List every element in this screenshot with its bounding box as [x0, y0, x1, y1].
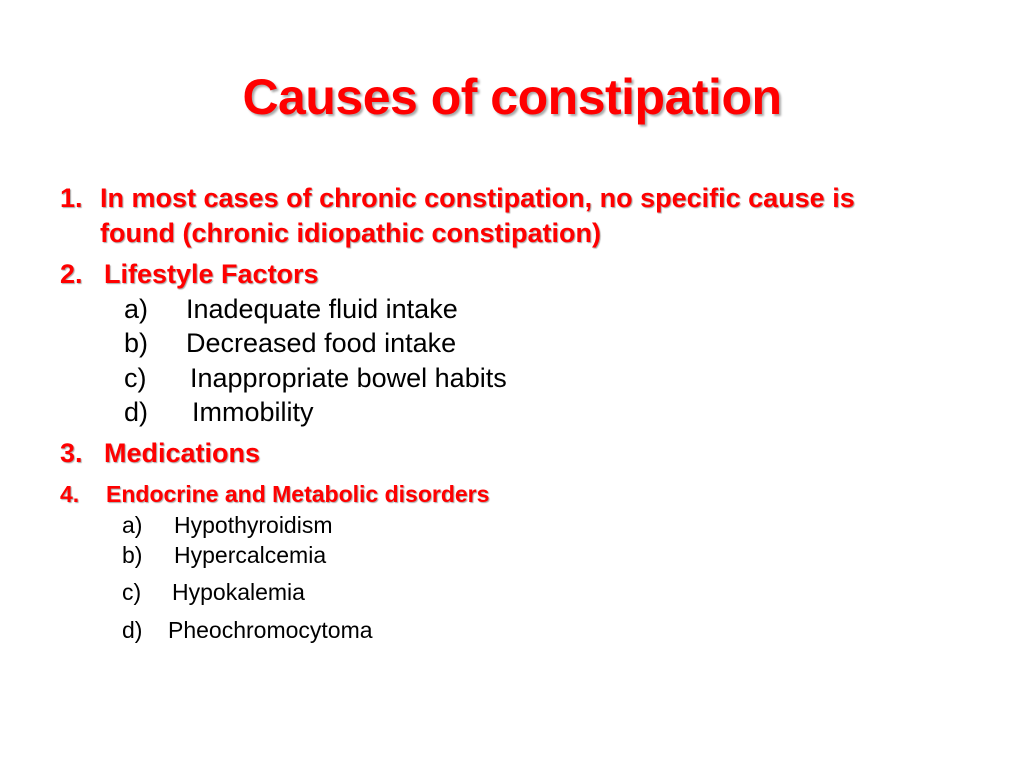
sub-item-text: Hypercalcemia	[174, 542, 327, 568]
sub-item-letter: b)	[122, 542, 143, 568]
sub-item-letter: a)	[122, 512, 143, 538]
item-text-line1: In most cases of chronic constipation, no specific cause is	[100, 183, 855, 213]
item-text-line2: found (chronic idiopathic constipation)	[100, 218, 601, 248]
sub-item-2d	[124, 397, 314, 428]
sub-item-text: Pheochromocytoma	[168, 617, 373, 643]
sub-item-letter: b)	[124, 328, 149, 358]
sub-item-text: Immobility	[192, 397, 314, 427]
sub-item-text: Decreased food intake	[186, 328, 457, 358]
item-label: Lifestyle Factors	[104, 259, 319, 289]
sub-item-letter: c)	[122, 579, 142, 605]
item-number: 1.	[60, 183, 83, 213]
item-label: Medications	[104, 438, 261, 468]
sub-item-text: Inappropriate bowel habits	[190, 363, 507, 393]
sub-item-letter: a)	[124, 294, 149, 324]
sub-item-2b	[124, 328, 456, 359]
sub-item-4d	[122, 617, 373, 644]
sub-item-letter: d)	[124, 397, 149, 427]
sub-item-letter: c)	[124, 363, 147, 393]
list-item-4	[60, 481, 489, 508]
sub-item-4b	[122, 542, 326, 569]
sub-item-4a	[122, 512, 333, 539]
sub-item-4c	[122, 579, 305, 606]
sub-item-2a	[124, 294, 458, 325]
sub-item-text: Hypokalemia	[172, 579, 305, 605]
slide-title: Causes of constipation	[242, 69, 782, 125]
item-label: Endocrine and Metabolic disorders	[106, 481, 490, 507]
sub-item-letter: d)	[122, 617, 143, 643]
list-item-3	[60, 438, 260, 469]
list-item-1	[60, 183, 855, 214]
item-number: 4.	[60, 481, 80, 507]
item-number: 2.	[60, 259, 83, 289]
sub-item-text: Inadequate fluid intake	[186, 294, 458, 324]
sub-item-2c	[124, 363, 507, 394]
sub-item-text: Hypothyroidism	[174, 512, 333, 538]
list-item-2	[60, 259, 319, 290]
item-number: 3.	[60, 438, 83, 468]
list-item-1-continuation	[100, 218, 601, 249]
